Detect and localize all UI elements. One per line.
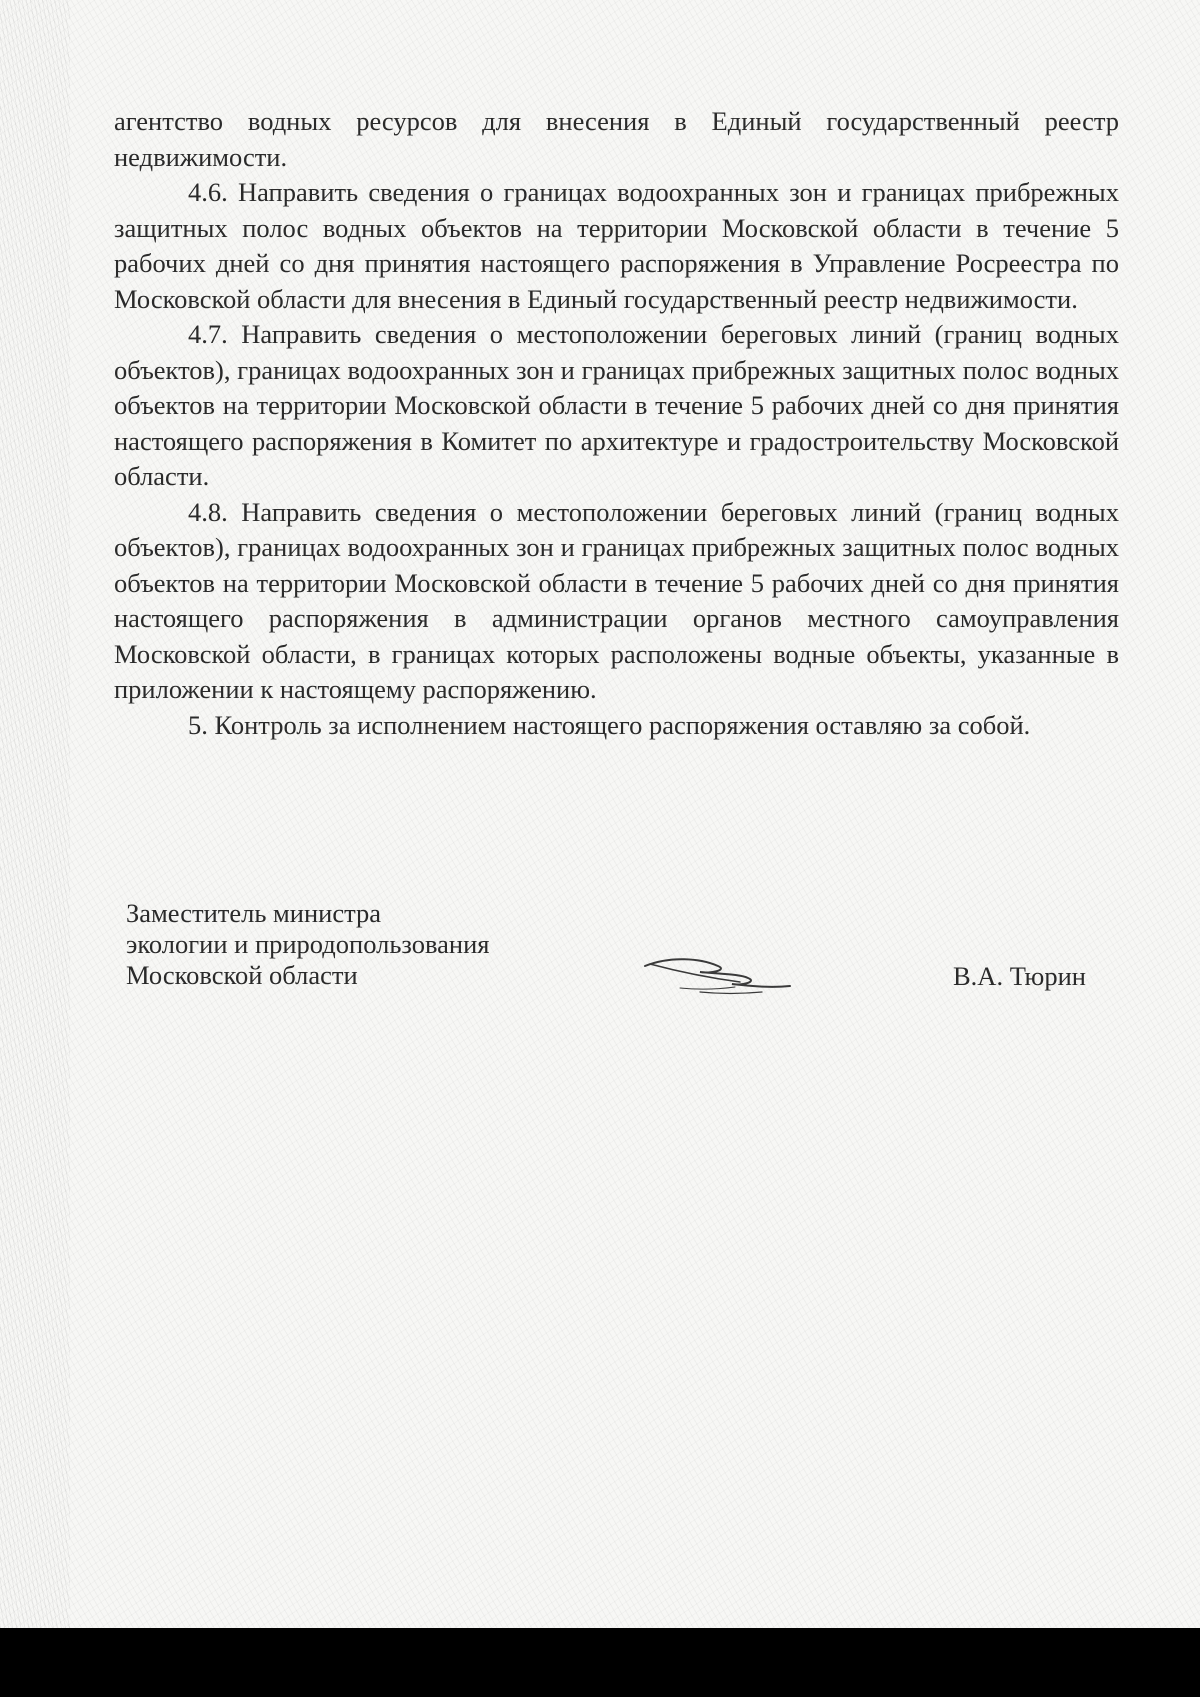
paragraph-4-7: 4.7. Направить сведения о местоположении береговых линий (границ водных объектов), границах водоохранных зон и границах прибрежных защитных полос водных объектов на территории Московской области в течение 5 рабочих дней со дня принятия настоящего распоряжения в Комитет по архитектуре и градостроительству Московской области. [114, 319, 1119, 491]
document-body [114, 104, 1119, 743]
signatory-name: В.А. Тюрин [953, 961, 1086, 991]
paragraph-4-8: 4.8. Направить сведения о местоположении береговых линий (границ водных объектов), границах водоохранных зон и границах прибрежных защитных полос водных объектов на территории Московской области в течение 5 рабочих дней со дня принятия настоящего распоряжения в администрации органов местного самоуправления Московской области, в границах которых расположены водные объекты, указанные в приложении к настоящему распоряжению. [114, 496, 1119, 704]
scan-texture [0, 0, 70, 1628]
paragraph-continuation: агентство водных ресурсов для внесения в Единый государственный реестр недвижимости. [114, 106, 1119, 172]
position-line: экологии и природопользования [126, 929, 490, 959]
handwritten-signature [640, 952, 800, 1008]
paragraph-5: 5. Контроль за исполнением настоящего распоряжения оставляю за собой. [188, 709, 1031, 740]
signatory-position [126, 898, 489, 991]
scan-bottom-edge [0, 1628, 1200, 1697]
paragraph-4-6: 4.6. Направить сведения о границах водоохранных зон и границах прибрежных защитных полос водных объектов на территории Московской области в течение 5 рабочих дней со дня принятия настоящего распоряжения в Управление Росреестра по Московской области для внесения в Единый государственный реестр недвижимости. [114, 177, 1119, 314]
position-line: Московской области [126, 960, 358, 990]
position-line: Заместитель министра [126, 898, 382, 928]
